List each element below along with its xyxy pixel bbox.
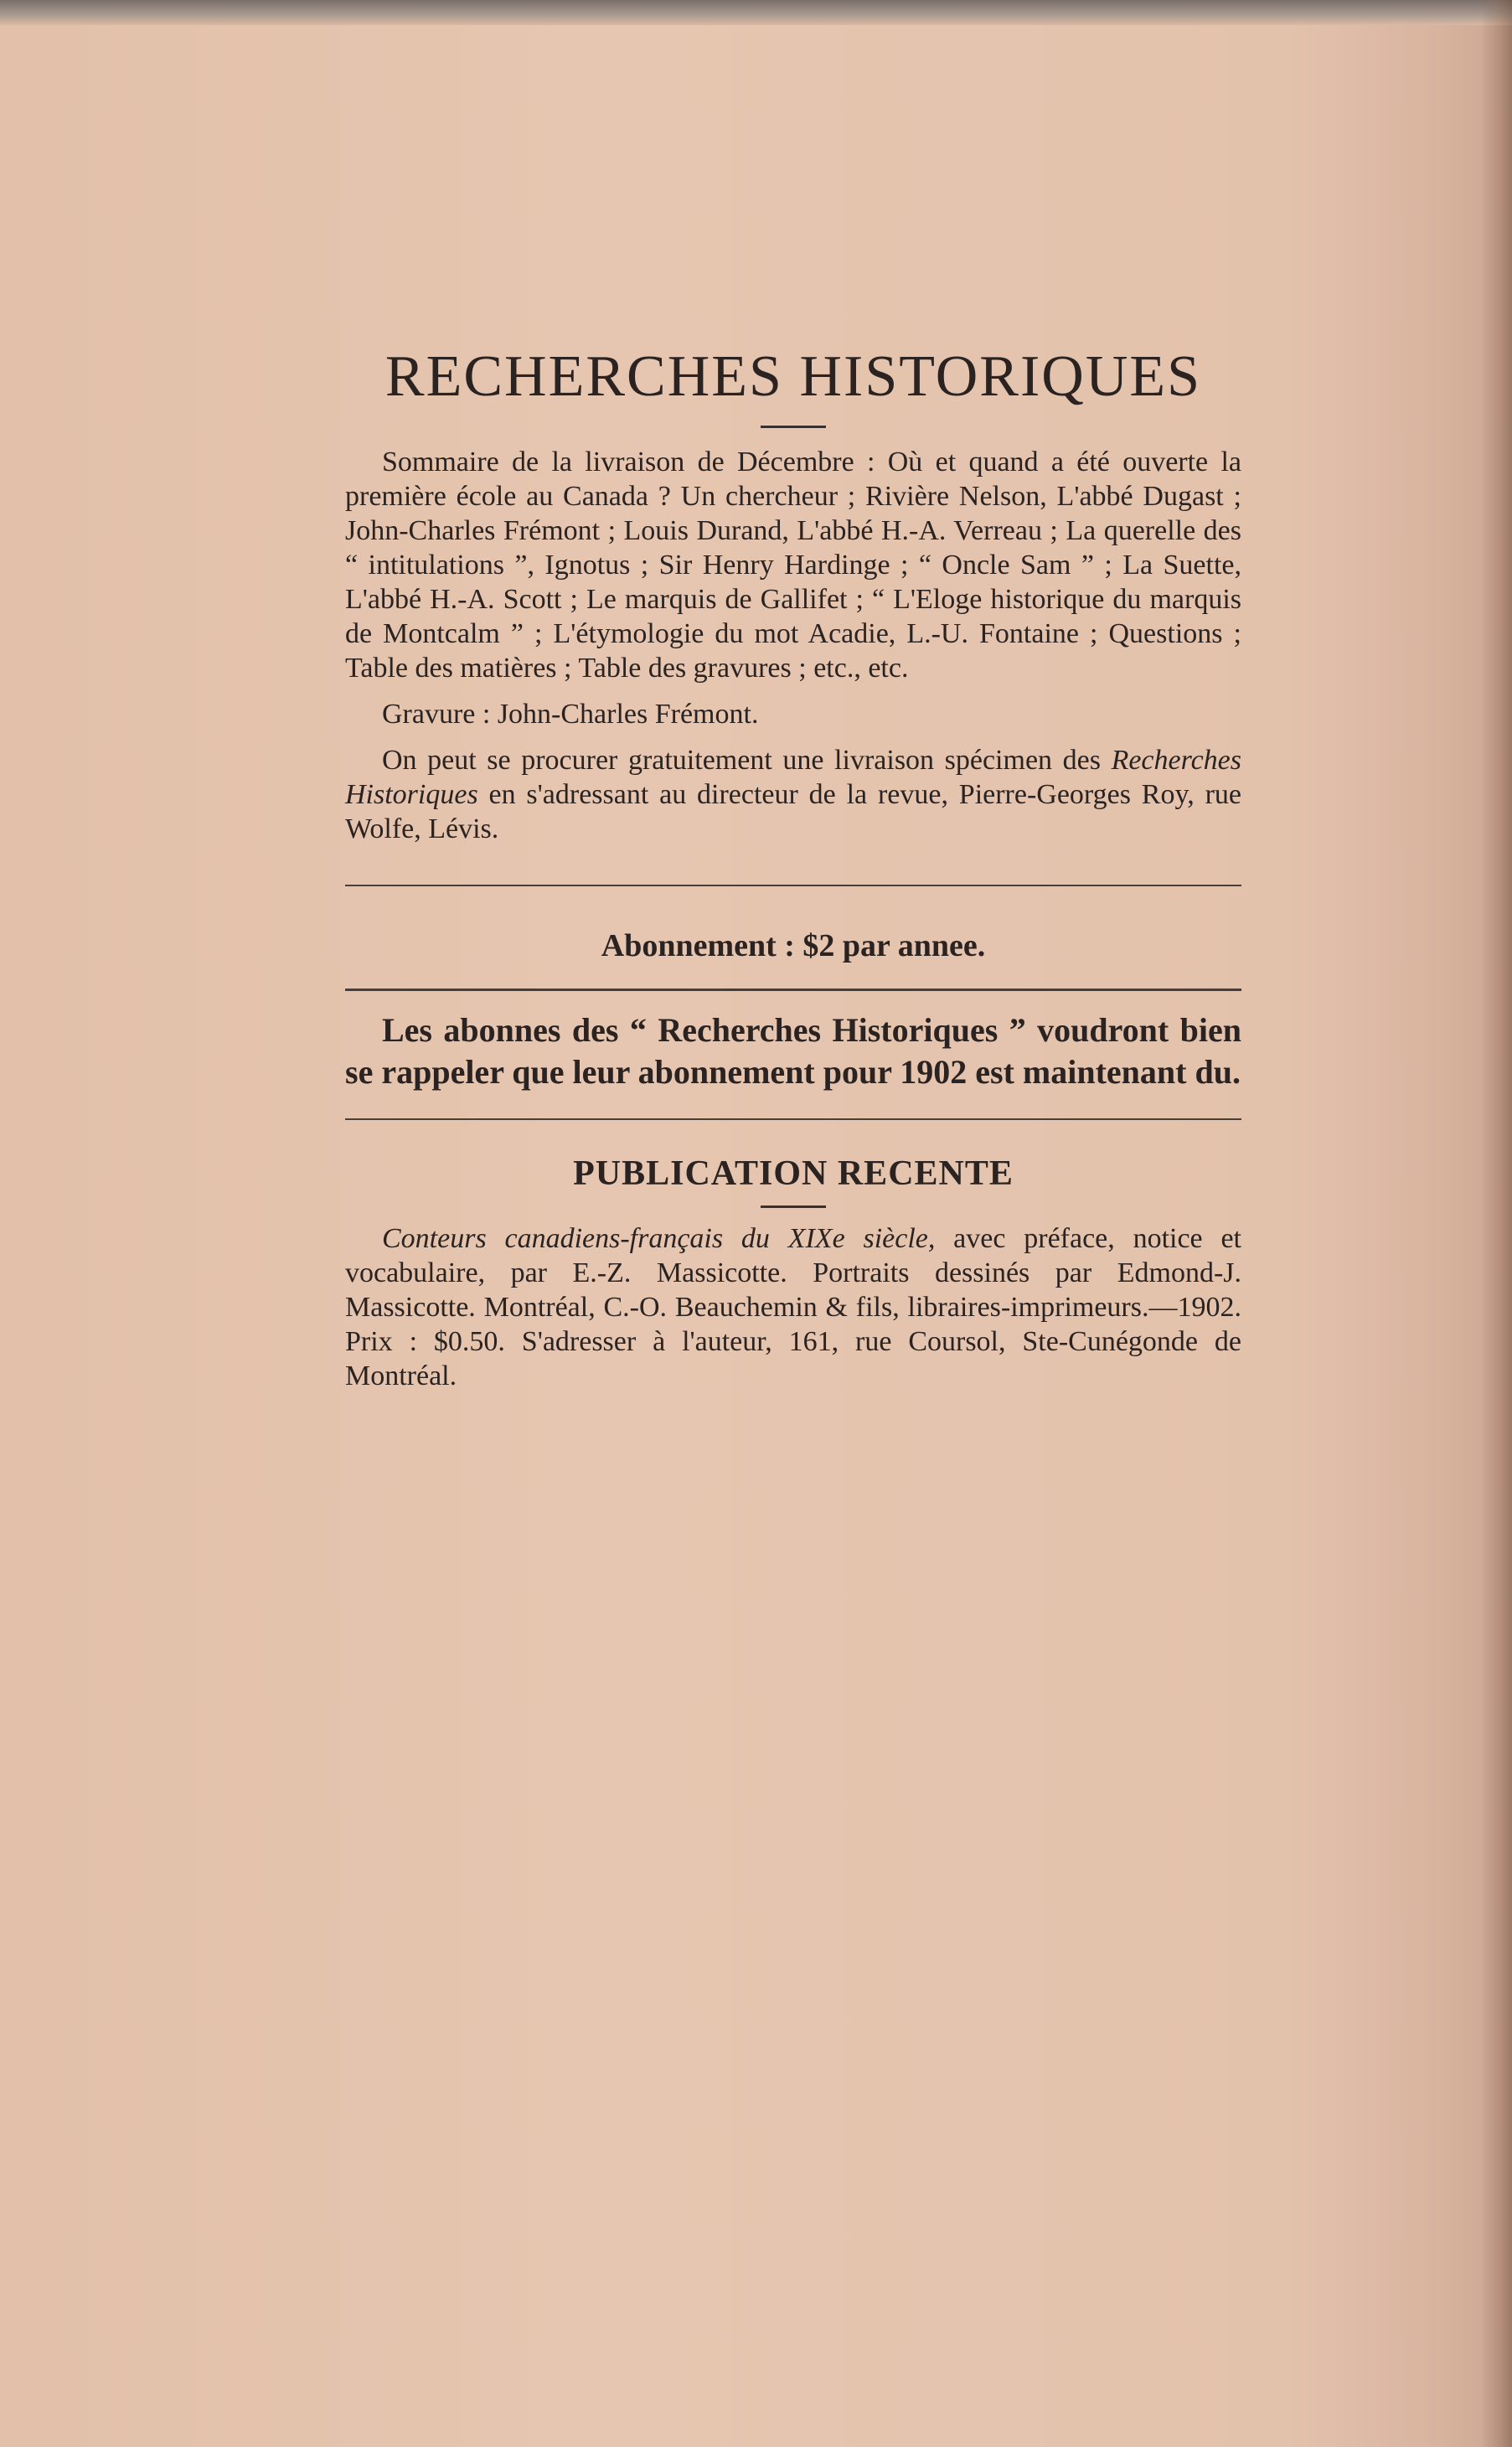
subscription-notice: Les abonnes des “ Recherches Historiques ” voudront bien se rappeler que leur abonnement pour 1902 est maintenant du. <box>345 1011 1241 1091</box>
page-right-edge-shadow <box>1480 0 1512 2447</box>
specimen-paragraph <box>345 743 1241 846</box>
publication-book-title: Conteurs canadiens-français du XIXe siècle, <box>382 1223 936 1254</box>
title-rule <box>761 426 826 428</box>
specimen-text-after: en s'adressant au directeur de la revue, Pierre-Georges Roy, rue Wolfe, Lévis. <box>345 779 1241 844</box>
publication-paragraph <box>345 1221 1241 1393</box>
gravure-line: Gravure : John-Charles Frémont. <box>382 699 759 730</box>
specimen-journal-title: Recherches Historiques <box>345 745 1241 810</box>
page-title: RECHERCHES HISTORIQUES <box>384 344 1202 409</box>
sommaire-paragraph: Sommaire de la livraison de Décembre : Où et quand a été ouverte la première école au Canada ? Un chercheur ; Rivière Nelson, L'abbé Dugast ; John-Charles Frémont ; Louis Durand, L'abbé H.-A. Verreau ; La querelle des “ intitulations ”, Ignotus ; Sir Henry Hardinge ; “ Oncle Sam ” ; La Suette, L'abbé H.-A. Scott ; Le marquis de Gallifet ; “ L'Eloge historique du marquis de Montcalm ” ; L'étymologie du mot Acadie, L.-U. Fontaine ; Questions ; Table des matières ; Table des gravures ; etc., etc. <box>345 447 1241 684</box>
publication-rule <box>761 1205 826 1208</box>
abonnement-line: Abonnement : $2 par annee. <box>601 928 986 963</box>
publication-text: avec préface, notice et vocabulaire, par E.-Z. Massicotte. Portraits dessinés par Edmond-J. Massicotte. Montréal, C.-O. Beauchemin & fils, libraires-imprimeurs.—1902. Prix : $0.50. S'adresser à l'auteur, 161, rue Coursol, Ste-Cunégonde de Montréal. <box>345 1223 1241 1391</box>
page-top-edge <box>0 0 1512 25</box>
specimen-text-before: On peut se procurer gratuitement une livraison spécimen des <box>382 745 1112 776</box>
document-body <box>345 343 1241 1393</box>
publication-heading: PUBLICATION RECENTE <box>573 1154 1014 1193</box>
